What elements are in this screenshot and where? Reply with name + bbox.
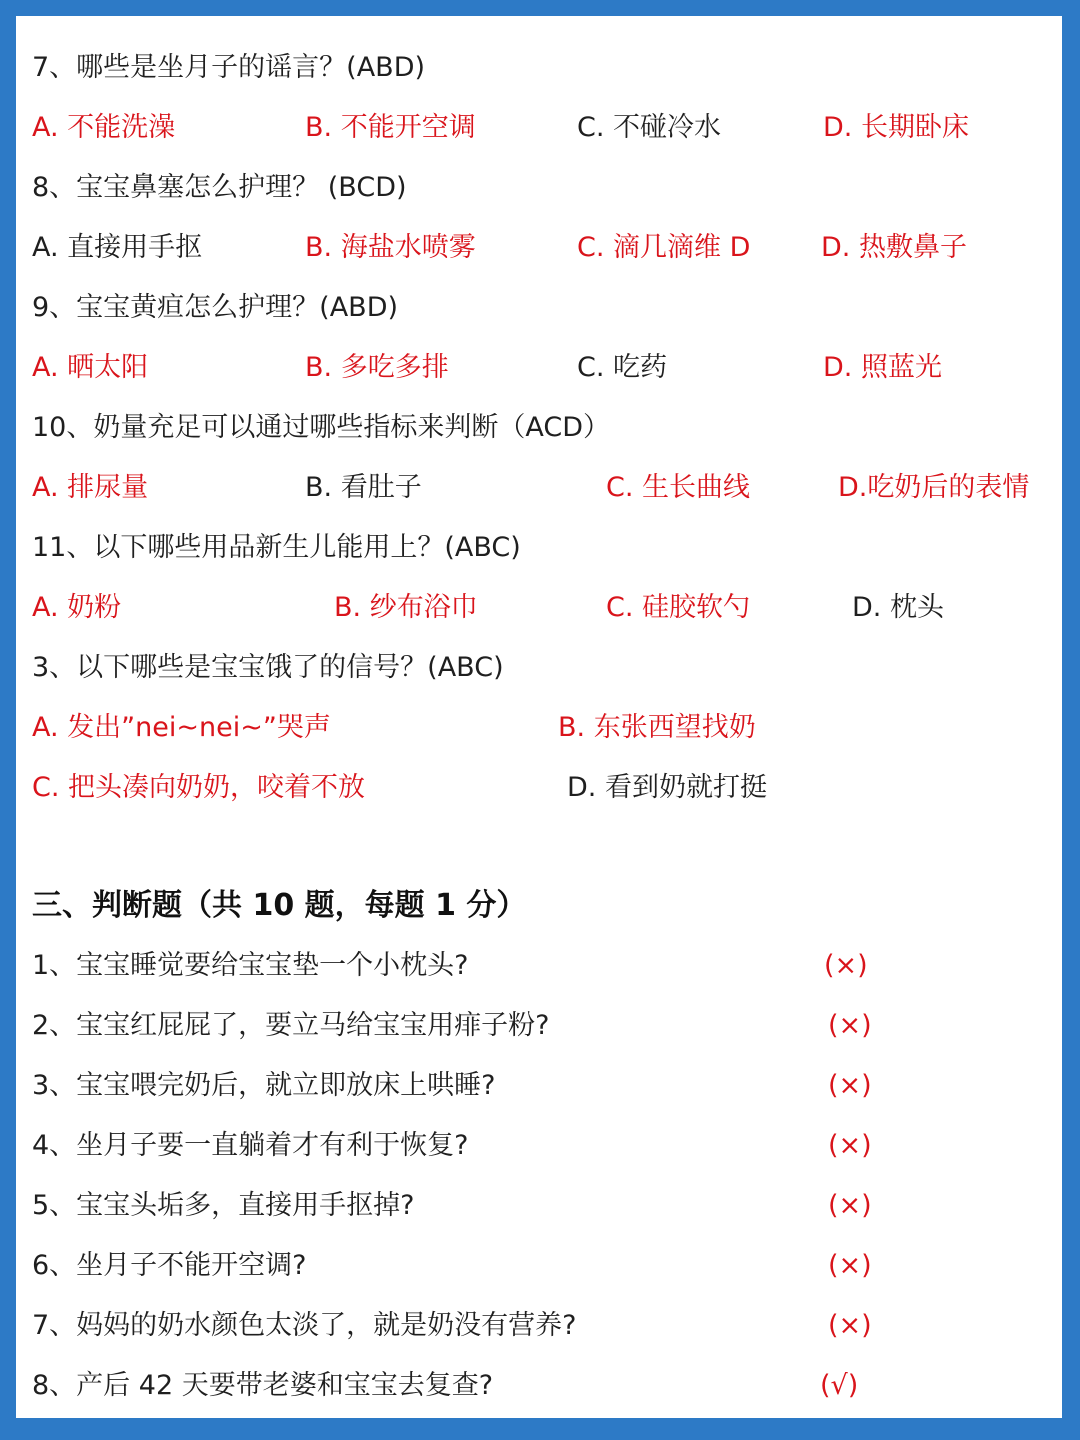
question-row	[16, 526, 1062, 570]
question-text: 9、宝宝黄疸怎么护理？(ABD)	[32, 292, 399, 323]
options-row	[16, 106, 1062, 150]
tf-answer: (×)	[828, 1070, 872, 1101]
option-b: B. 东张西望找奶	[558, 712, 756, 743]
tf-row	[16, 1064, 1062, 1108]
option-b: B. 不能开空调	[305, 112, 476, 143]
question-text: 7、哪些是坐月子的谣言？(ABD)	[32, 52, 426, 83]
option-a: A. 奶粉	[32, 592, 122, 623]
option-a: A. 发出”nei~nei~”哭声	[32, 712, 331, 743]
option-d: D.吃奶后的表情	[838, 472, 1030, 503]
tf-answer: (×)	[828, 1250, 872, 1281]
question-text: 10、奶量充足可以通过哪些指标来判断（ACD）	[32, 412, 610, 443]
tf-answer: (×)	[828, 1190, 872, 1221]
tf-answer: (×)	[828, 1130, 872, 1161]
option-c: C. 把头凑向奶奶，咬着不放	[32, 772, 366, 803]
option-c: C. 滴几滴维 D	[577, 232, 751, 263]
option-b: B. 纱布浴巾	[334, 592, 478, 623]
tf-row	[16, 1304, 1062, 1348]
question-row	[16, 286, 1062, 330]
tf-row	[16, 1244, 1062, 1288]
tf-question: 6、坐月子不能开空调?	[32, 1250, 307, 1281]
tf-question: 2、宝宝红屁屁了，要立马给宝宝用痱子粉?	[32, 1010, 550, 1041]
tf-question: 7、妈妈的奶水颜色太淡了，就是奶没有营养?	[32, 1310, 577, 1341]
exam-page	[16, 16, 1062, 1418]
tf-row	[16, 1364, 1062, 1408]
question-row	[16, 646, 1062, 690]
question-text: 3、以下哪些是宝宝饿了的信号？(ABC)	[32, 652, 504, 683]
option-b: B. 海盐水喷雾	[305, 232, 476, 263]
options-row	[16, 466, 1062, 510]
tf-answer: (×)	[828, 1010, 872, 1041]
tf-row	[16, 1004, 1062, 1048]
question-row	[16, 406, 1062, 450]
options-row	[16, 586, 1062, 630]
option-b: B. 看肚子	[305, 472, 422, 503]
tf-answer: (×)	[828, 1310, 872, 1341]
question-text: 8、宝宝鼻塞怎么护理？ (BCD)	[32, 172, 407, 203]
tf-question: 1、宝宝睡觉要给宝宝垫一个小枕头?	[32, 950, 469, 981]
option-a: A. 排尿量	[32, 472, 149, 503]
question-row	[16, 166, 1062, 210]
option-d: D. 枕头	[852, 592, 944, 623]
tf-question: 5、宝宝头垢多，直接用手抠掉?	[32, 1190, 415, 1221]
option-d: D. 热敷鼻子	[821, 232, 967, 263]
option-d: D. 照蓝光	[823, 352, 942, 383]
option-d: D. 看到奶就打挺	[567, 772, 767, 803]
option-a: A. 直接用手抠	[32, 232, 203, 263]
tf-question: 4、坐月子要一直躺着才有利于恢复?	[32, 1130, 469, 1161]
tf-row	[16, 1184, 1062, 1228]
option-d: D. 长期卧床	[823, 112, 969, 143]
tf-answer: (√)	[820, 1370, 859, 1401]
options-row	[16, 226, 1062, 270]
question-row	[16, 46, 1062, 90]
tf-row	[16, 944, 1062, 988]
tf-answer: (×)	[824, 950, 868, 981]
option-c: C. 生长曲线	[606, 472, 751, 503]
option-c: C. 吃药	[577, 352, 668, 383]
tf-question: 8、产后 42 天要带老婆和宝宝去复查?	[32, 1370, 494, 1401]
option-a: A. 晒太阳	[32, 352, 149, 383]
tf-question: 3、宝宝喂完奶后，就立即放床上哄睡?	[32, 1070, 496, 1101]
option-c: C. 硅胶软勺	[606, 592, 751, 623]
options-row	[16, 706, 1062, 750]
question-text: 11、以下哪些用品新生儿能用上？(ABC)	[32, 532, 521, 563]
option-a: A. 不能洗澡	[32, 112, 176, 143]
option-c: C. 不碰冷水	[577, 112, 722, 143]
tf-row	[16, 1124, 1062, 1168]
section-title: 三、判断题（共 10 题，每题 1 分）	[32, 888, 527, 923]
options-row	[16, 766, 1062, 810]
options-row	[16, 346, 1062, 390]
option-b: B. 多吃多排	[305, 352, 449, 383]
